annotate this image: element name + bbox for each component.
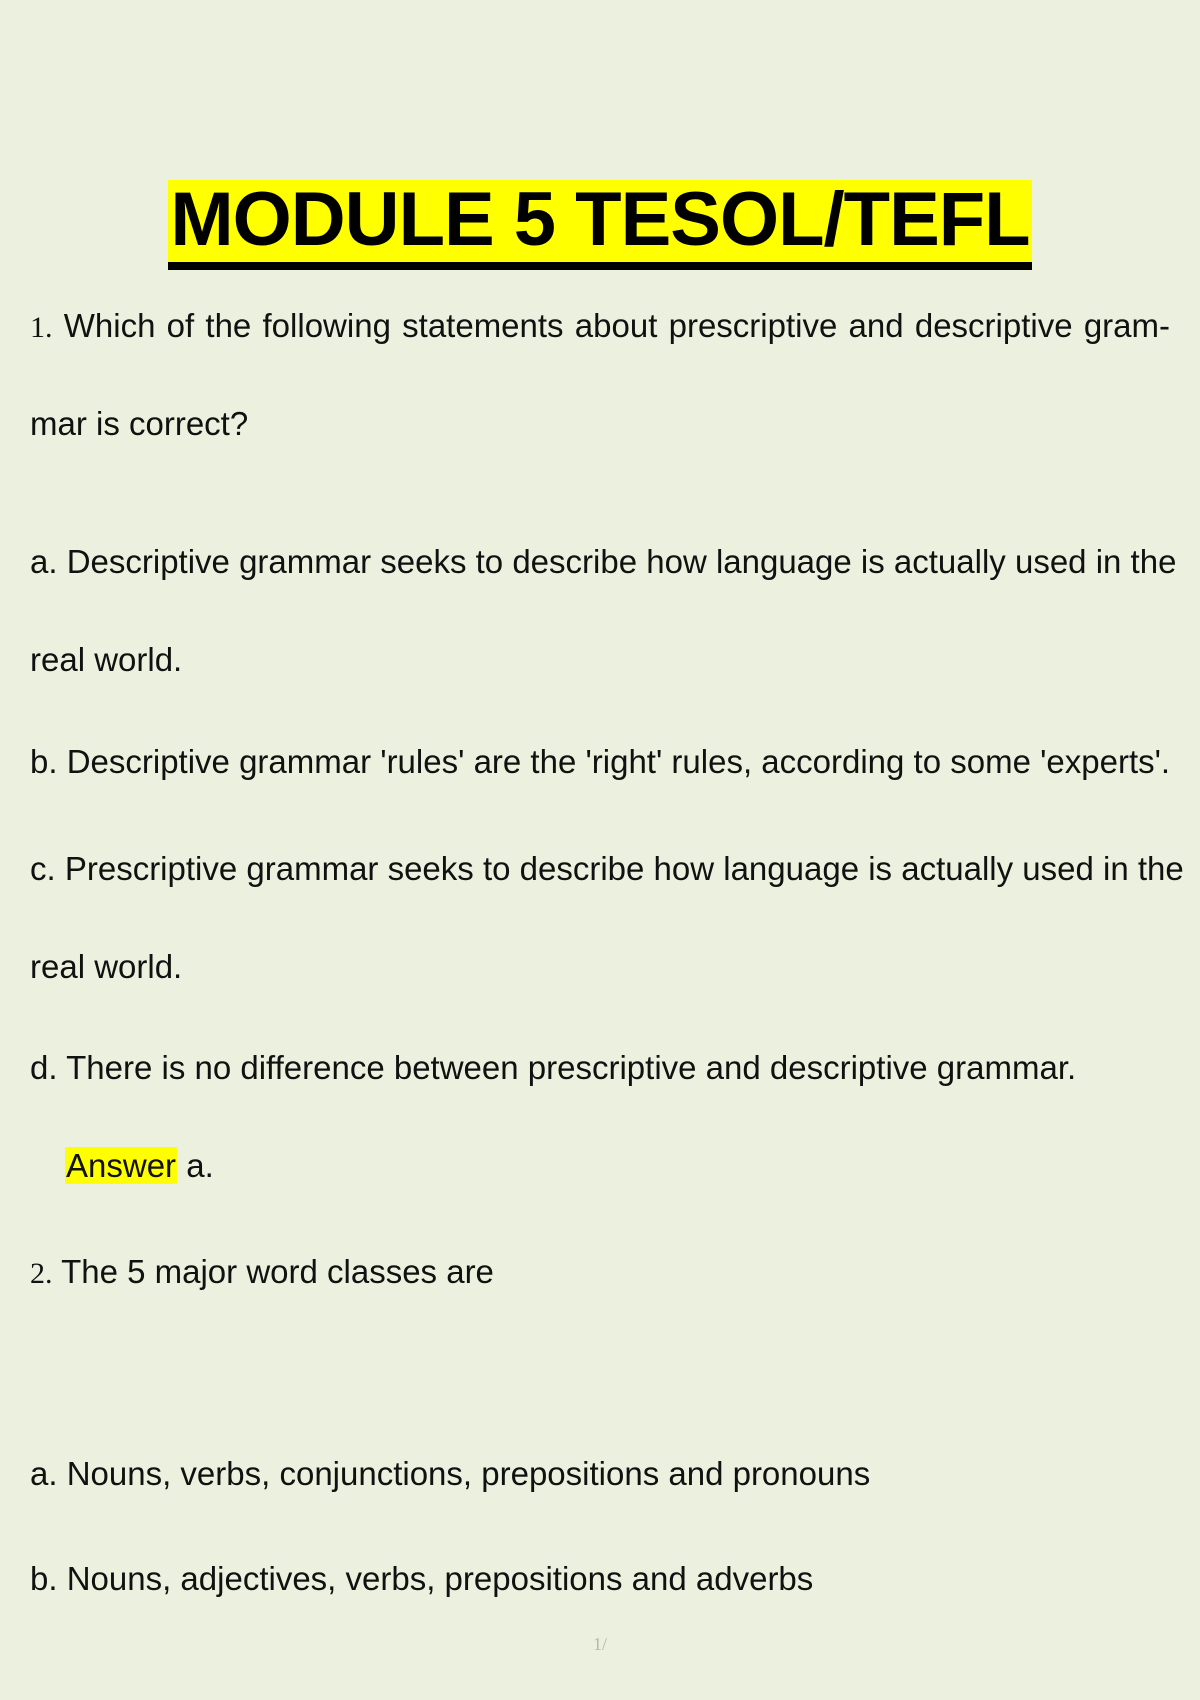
question-1-line-2: mar is correct? [30, 405, 249, 442]
option-text: Descriptive grammar seeks to describe how language is actually used in the [66, 543, 1177, 580]
document-title-text: MODULE 5 TESOL/TEFL [168, 180, 1031, 270]
question-1-option-c-continued [30, 947, 1170, 987]
option-letter: b. [30, 1560, 58, 1597]
question-2-option-b [30, 1559, 1170, 1599]
option-letter: a. [30, 543, 58, 580]
question-2-option-a [30, 1454, 1170, 1494]
question-1-text-continued [30, 404, 1170, 444]
question-1-number: 1. [30, 311, 53, 344]
question-2-number: 2. [30, 1257, 53, 1290]
question-1-option-b [30, 742, 1170, 782]
question-2-text [30, 1252, 1170, 1294]
option-text: Nouns, verbs, conjunctions, prepositions and pronouns [66, 1455, 871, 1492]
question-1-line-1: Which of the following statements about prescriptive and descriptive gram- [63, 307, 1170, 344]
option-text: Descriptive grammar 'rules' are the 'right' rules, according to some 'experts'. [66, 743, 1171, 780]
question-1-option-a-continued [30, 640, 1170, 680]
option-text: real world. [30, 641, 183, 678]
option-text: There is no difference between prescriptive and descriptive grammar. [66, 1049, 1077, 1086]
question-2-line-1: The 5 major word classes are [61, 1253, 494, 1290]
question-1-option-a [30, 542, 1177, 582]
option-letter: a. [30, 1455, 58, 1492]
option-text: real world. [30, 948, 183, 985]
document-title [0, 177, 1200, 270]
page-number: 1/ [592, 1634, 607, 1654]
option-letter: b. [30, 743, 58, 780]
option-letter: c. [30, 850, 56, 887]
answer-value: a. [186, 1147, 214, 1184]
question-1-answer [65, 1146, 214, 1186]
option-text: Prescriptive grammar seeks to describe how language is actually used in the [64, 850, 1184, 887]
option-text: Nouns, adjectives, verbs, prepositions and adverbs [66, 1560, 814, 1597]
question-1-option-c [30, 849, 1184, 889]
question-1-option-d [30, 1048, 1170, 1088]
answer-label: Answer [66, 1147, 177, 1184]
option-letter: d. [30, 1049, 58, 1086]
question-1-text [30, 306, 1170, 348]
